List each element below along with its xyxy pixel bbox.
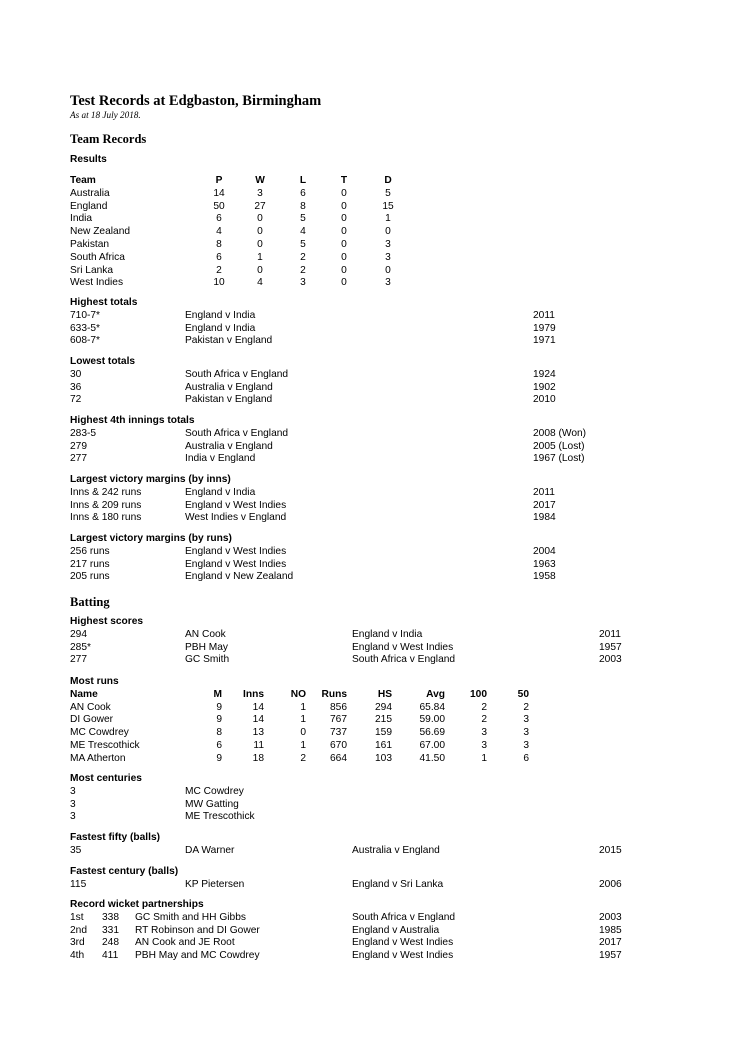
most-runs-cell: 1	[481, 752, 487, 764]
record-match: England v West Indies	[185, 499, 287, 511]
record-value: 256 runs	[70, 545, 110, 557]
record-year: 1984	[533, 512, 556, 524]
results-cell: 6	[216, 213, 222, 225]
results-cell: 0	[385, 226, 391, 238]
most-runs-column-header: 100	[470, 688, 487, 700]
results-cell: 8	[300, 200, 306, 212]
results-cell: West Indies	[70, 277, 124, 289]
record-value: 710-7*	[70, 309, 101, 321]
most-runs-cell: 3	[523, 727, 529, 739]
record-year: 2010	[533, 394, 556, 406]
most-runs-cell: 41.50	[419, 752, 445, 764]
results-cell: 0	[341, 239, 347, 250]
score-value: 277	[70, 654, 87, 666]
record-value: 277	[70, 453, 87, 465]
subsection-heading-victory-by-inns: Largest victory margins (by inns)	[70, 474, 231, 485]
centuries-player: MW Gatting	[185, 798, 239, 810]
fast-match: England v Sri Lanka	[352, 878, 444, 890]
record-match: England v India	[185, 486, 256, 498]
record-value: 30	[70, 368, 82, 380]
score-value: 294	[70, 628, 87, 640]
record-match: South Africa v England	[185, 427, 289, 439]
record-value: 72	[70, 394, 82, 406]
results-cell: 15	[382, 200, 394, 212]
most-runs-column-header: Runs	[321, 688, 347, 700]
partnership-players: RT Robinson and DI Gower	[135, 924, 260, 936]
partnership-year: 1985	[599, 924, 622, 936]
subsection-heading-lowest-totals: Lowest totals	[70, 356, 136, 367]
most-runs-cell: 0	[300, 727, 306, 739]
results-cell: 0	[341, 213, 347, 225]
partnership-year: 2003	[599, 911, 622, 923]
section-heading-batting: Batting	[70, 595, 110, 609]
most-runs-cell: 161	[375, 740, 392, 751]
results-cell: South Africa	[70, 251, 125, 263]
most-runs-cell: 215	[375, 714, 392, 726]
results-cell: England	[70, 200, 108, 212]
partnership-match: England v West Indies	[352, 950, 454, 962]
subsection-heading-highest-scores: Highest scores	[70, 616, 144, 627]
fast-match: Australia v England	[352, 844, 440, 856]
record-year: 1971	[533, 335, 556, 347]
results-cell: 0	[257, 264, 263, 276]
subsection-heading-fastest-fifty: Fastest fifty (balls)	[70, 832, 161, 843]
most-runs-cell: ME Trescothick	[70, 740, 140, 751]
results-cell: 6	[216, 251, 222, 263]
record-match: Pakistan v England	[185, 394, 273, 406]
partnership-wicket: 4th	[70, 950, 85, 962]
score-player: AN Cook	[185, 628, 226, 640]
partnership-match: England v West Indies	[352, 937, 454, 949]
most-runs-cell: 65.84	[419, 701, 445, 713]
score-year: 1957	[599, 641, 622, 653]
results-cell: 3	[385, 277, 391, 289]
results-cell: 4	[300, 226, 306, 238]
record-match: Pakistan v England	[185, 335, 273, 347]
subsection-heading-fastest-century: Fastest century (balls)	[70, 866, 179, 877]
record-year: 1967 (Lost)	[533, 453, 585, 465]
most-runs-cell: 9	[216, 714, 222, 726]
record-match: England v New Zealand	[185, 571, 294, 583]
results-cell: 3	[300, 277, 306, 289]
results-cell: 10	[213, 277, 225, 289]
partnership-match: England v Australia	[352, 924, 440, 936]
most-runs-cell: 737	[330, 727, 347, 739]
partnership-runs: 411	[102, 950, 119, 962]
fast-balls: 115	[70, 878, 87, 890]
results-column-header: P	[215, 175, 223, 186]
record-value: 608-7*	[70, 335, 101, 347]
most-runs-cell: 14	[252, 714, 264, 726]
most-runs-column-header: Name	[70, 688, 98, 700]
record-match: England v West Indies	[185, 558, 287, 570]
results-cell: 1	[257, 251, 263, 263]
results-cell: 0	[257, 213, 263, 225]
score-player: PBH May	[185, 641, 229, 653]
partnership-players: GC Smith and HH Gibbs	[135, 911, 246, 923]
record-year: 2011	[533, 486, 555, 498]
results-cell: 2	[300, 251, 306, 263]
subsection-heading-partnerships: Record wicket partnerships	[70, 899, 204, 910]
record-match: Australia v England	[185, 381, 273, 393]
record-match: Australia v England	[185, 440, 273, 452]
results-cell: New Zealand	[70, 226, 131, 238]
score-value: 285*	[70, 641, 91, 653]
most-runs-cell: DI Gower	[70, 714, 114, 726]
most-runs-cell: 67.00	[419, 740, 445, 751]
partnership-year: 2017	[599, 937, 622, 949]
record-value: 217 runs	[70, 558, 110, 570]
most-runs-cell: 3	[481, 740, 487, 751]
most-runs-cell: 767	[330, 714, 347, 726]
record-match: England v India	[185, 309, 256, 321]
results-cell: 0	[341, 251, 347, 263]
results-cell: Australia	[70, 187, 110, 199]
most-runs-cell: 9	[216, 752, 222, 764]
most-runs-cell: MC Cowdrey	[70, 727, 129, 739]
centuries-count: 3	[70, 811, 76, 823]
results-cell: Pakistan	[70, 239, 110, 250]
results-cell: 3	[385, 239, 391, 250]
fast-player: DA Warner	[185, 844, 235, 856]
most-runs-cell: 1	[300, 701, 306, 713]
record-value: Inns & 242 runs	[70, 486, 142, 498]
fast-player: KP Pietersen	[185, 878, 245, 890]
most-runs-column-header: 50	[517, 688, 529, 700]
score-match: England v West Indies	[352, 641, 454, 653]
record-match: India v England	[185, 453, 256, 465]
most-runs-cell: 18	[252, 752, 264, 764]
results-cell: Sri Lanka	[70, 264, 114, 276]
most-runs-cell: 8	[216, 727, 222, 739]
partnership-runs: 331	[102, 924, 119, 936]
record-value: Inns & 209 runs	[70, 499, 142, 511]
most-runs-cell: 2	[523, 701, 529, 713]
score-year: 2011	[599, 628, 621, 640]
record-year: 1924	[533, 368, 556, 380]
most-runs-cell: 3	[523, 714, 529, 726]
results-cell: 0	[341, 187, 347, 199]
partnership-wicket: 1st	[70, 911, 84, 923]
partnership-runs: 338	[102, 911, 119, 923]
results-cell: 0	[341, 226, 347, 238]
results-cell: 8	[216, 239, 222, 250]
subsection-heading-highest-4th-innings: Highest 4th innings totals	[70, 415, 195, 426]
record-year: 2011	[533, 309, 555, 321]
partnership-match: South Africa v England	[352, 911, 456, 923]
record-year: 1958	[533, 571, 556, 583]
fast-year: 2006	[599, 878, 622, 890]
most-runs-column-header: Avg	[426, 688, 445, 700]
partnership-year: 1957	[599, 950, 622, 962]
subsection-heading-results: Results	[70, 154, 107, 165]
subsection-heading-victory-by-runs: Largest victory margins (by runs)	[70, 533, 232, 544]
most-runs-cell: AN Cook	[70, 701, 111, 713]
most-runs-cell: 670	[330, 740, 347, 751]
record-value: 633-5*	[70, 322, 101, 334]
centuries-count: 3	[70, 798, 76, 810]
most-runs-cell: 856	[330, 701, 347, 713]
results-cell: 0	[385, 264, 391, 276]
most-runs-cell: 159	[375, 727, 392, 739]
results-cell: 27	[254, 200, 266, 212]
score-match: South Africa v England	[352, 654, 456, 666]
results-column-header: L	[299, 175, 307, 186]
record-value: 279	[70, 440, 87, 452]
subsection-heading-most-centuries: Most centuries	[70, 773, 142, 784]
results-cell: 50	[213, 200, 225, 212]
partnership-players: PBH May and MC Cowdrey	[135, 950, 260, 962]
results-cell: 1	[385, 213, 391, 225]
record-value: 205 runs	[70, 571, 110, 583]
record-match: England v West Indies	[185, 545, 287, 557]
results-cell: 3	[385, 251, 391, 263]
results-cell: 4	[257, 277, 263, 289]
results-column-header: D	[384, 175, 392, 186]
record-year: 2004	[533, 545, 556, 557]
most-runs-cell: 6	[523, 752, 529, 764]
most-runs-column-header: M	[213, 688, 222, 700]
record-value: 36	[70, 381, 82, 393]
record-year: 2005 (Lost)	[533, 440, 585, 452]
section-heading-team-records: Team Records	[70, 132, 147, 146]
record-year: 1979	[533, 322, 556, 334]
centuries-count: 3	[70, 785, 76, 797]
results-cell: 0	[341, 264, 347, 276]
record-year: 1902	[533, 381, 556, 393]
results-column-header: Team	[70, 175, 96, 186]
most-runs-cell: MA Atherton	[70, 752, 126, 764]
fast-year: 2015	[599, 844, 622, 856]
results-cell: 4	[216, 226, 222, 238]
results-cell: 5	[300, 239, 306, 250]
results-cell: 6	[300, 187, 306, 199]
results-cell: India	[70, 213, 93, 225]
most-runs-cell: 3	[523, 740, 529, 751]
results-column-header: T	[340, 175, 348, 186]
most-runs-column-header: NO	[290, 688, 306, 700]
results-cell: 0	[257, 226, 263, 238]
most-runs-cell: 59.00	[419, 714, 445, 726]
partnership-wicket: 3rd	[70, 937, 85, 949]
most-runs-cell: 56.69	[419, 727, 445, 739]
most-runs-cell: 13	[252, 727, 264, 739]
most-runs-cell: 9	[216, 701, 222, 713]
most-runs-cell: 2	[481, 701, 487, 713]
most-runs-cell: 14	[252, 701, 264, 713]
most-runs-cell: 2	[300, 752, 306, 764]
record-value: 283-5	[70, 427, 97, 439]
centuries-player: ME Trescothick	[185, 811, 255, 823]
record-year: 1963	[533, 558, 556, 570]
most-runs-cell: 1	[300, 740, 306, 751]
most-runs-cell: 2	[481, 714, 487, 726]
page-title: Test Records at Edgbaston, Birmingham	[70, 93, 322, 109]
results-column-header: W	[255, 175, 265, 186]
results-cell: 5	[385, 187, 391, 199]
results-cell: 2	[216, 264, 222, 276]
most-runs-cell: 3	[481, 727, 487, 739]
record-match: England v India	[185, 322, 256, 334]
record-year: 2017	[533, 499, 556, 511]
results-cell: 14	[213, 187, 225, 199]
score-year: 2003	[599, 654, 622, 666]
most-runs-cell: 11	[253, 740, 264, 751]
most-runs-column-header: Inns	[243, 688, 264, 700]
most-runs-column-header: HS	[377, 688, 392, 700]
most-runs-cell: 294	[375, 701, 392, 713]
results-cell: 0	[341, 200, 347, 212]
page-subtitle: As at 18 July 2018.	[70, 110, 141, 120]
most-runs-cell: 1	[300, 714, 306, 726]
record-year: 2008 (Won)	[533, 427, 587, 439]
centuries-player: MC Cowdrey	[185, 785, 244, 797]
most-runs-cell: 103	[375, 752, 392, 764]
most-runs-cell: 6	[216, 740, 222, 751]
subsection-heading-highest-totals: Highest totals	[70, 297, 138, 308]
most-runs-cell: 664	[330, 752, 347, 764]
partnership-runs: 248	[102, 937, 119, 949]
results-cell: 0	[257, 239, 263, 250]
results-cell: 3	[257, 187, 263, 199]
partnership-players: AN Cook and JE Root	[135, 937, 235, 949]
partnership-wicket: 2nd	[70, 924, 87, 936]
score-player: GC Smith	[185, 654, 230, 666]
results-cell: 2	[300, 264, 306, 276]
subsection-heading-most-runs: Most runs	[70, 676, 119, 687]
score-match: England v India	[352, 628, 423, 640]
results-cell: 0	[341, 277, 347, 289]
record-match: West Indies v England	[185, 512, 287, 524]
record-value: Inns & 180 runs	[70, 512, 142, 524]
results-cell: 5	[300, 213, 306, 225]
fast-balls: 35	[70, 844, 82, 856]
record-match: South Africa v England	[185, 368, 289, 380]
